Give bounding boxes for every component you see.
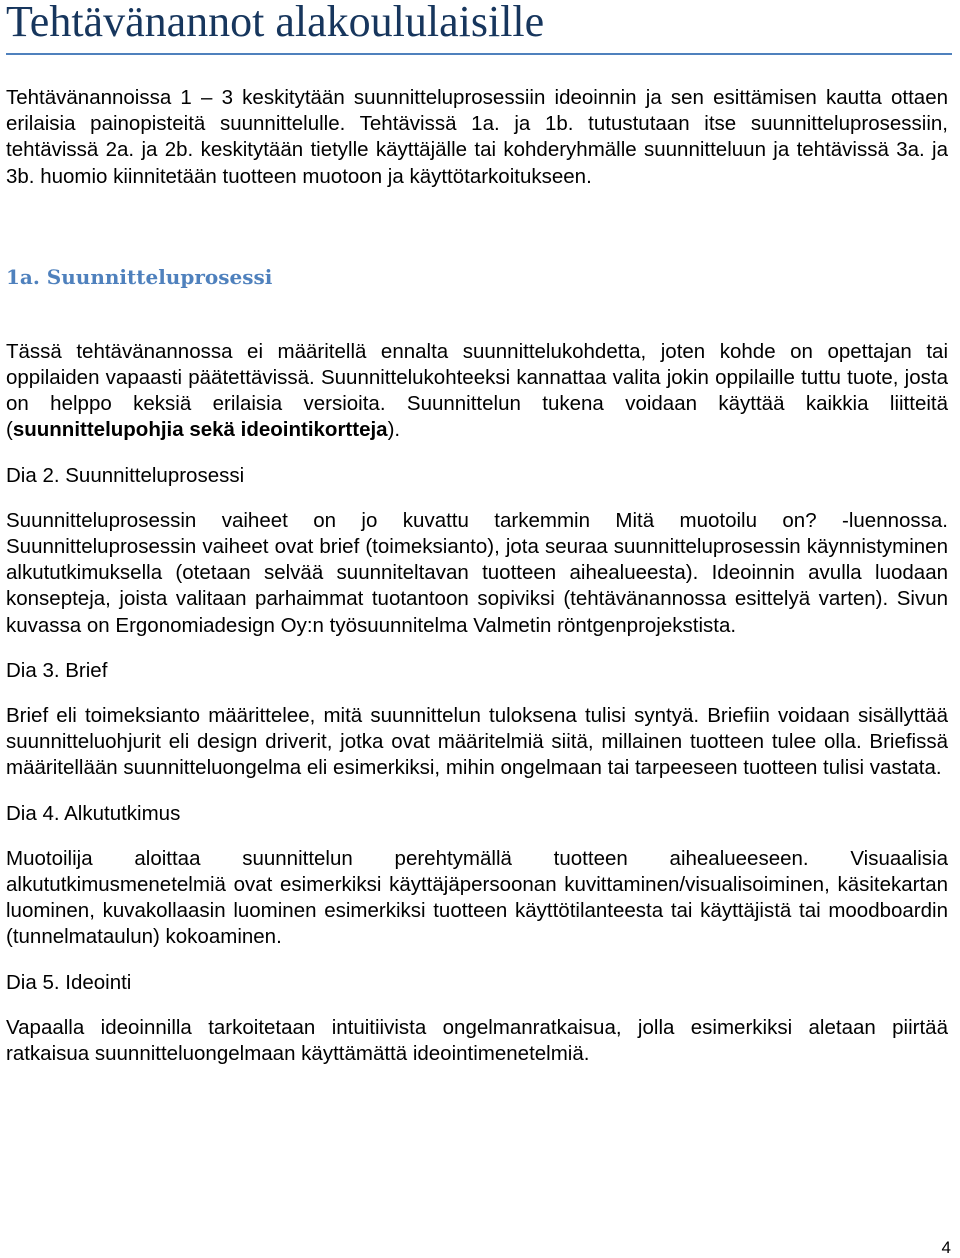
slide-label-2: Dia 2. Suunnitteluprosessi (6, 463, 245, 487)
section-heading: 1a. Suunnitteluprosessi (6, 264, 273, 289)
section-intro-paragraph (6, 339, 948, 444)
slide-label-5: Dia 5. Ideointi (6, 970, 132, 994)
section-intro-end: ). (387, 418, 401, 442)
page-number: 4 (941, 1238, 951, 1257)
slide-label-3: Dia 3. Brief (6, 658, 108, 682)
slide-text-3: Brief eli toimeksianto määrittelee, mitä suunnittelun tuloksena tulisi syntyä. Briefiin voidaan sisällyttää suunnitteluohjurit eli design driverit, jotka ovat määritelmiä siitä, millainen tuotteen tulee olla. Briefissä määritellään suunnitteluongelma eli esimerkiksi, mihin ongelmaan tai tarpeeseen tuotteen tulisi vastata. (6, 704, 948, 780)
section-intro-bold: suunnittelupohjia sekä ideointikortteja (12, 418, 388, 442)
slide-text-4: Muotoilija aloittaa suunnittelun perehtymällä tuotteen aihealueeseen. Visuaalisia alkututkimusmenetelmiä ovat esimerkiksi käyttäjäpersoonan kuvittaminen/visualisoiminen, käsitekartan luominen, kuvakollaasin luominen esimerkiksi tuotteen käyttötilanteesta tai käyttäjistä tai moodboardin (tunnelmataulun) kokoaminen. (6, 846, 948, 949)
intro-paragraph: Tehtävänannoissa 1 – 3 keskitytään suunnitteluprosessiin ideoinnin ja sen esittämisen kautta ottaen erilaisia painopisteitä suunnittelulle. Tehtävissä 1a. ja 1b. tutustutaan itse suunnitteluprosessiin, tehtävissä 2a. ja 2b. keskitytään tietylle käyttäjälle tai kohderyhmälle suunnitteluun ja tehtävissä 3a. ja 3b. huomio kiinnitetään tuotteen muotoon ja käyttötarkoitukseen. (6, 86, 948, 188)
page-title: Tehtävänannot alakoululaisille (6, 0, 545, 46)
document-body (6, 85, 948, 1086)
slide-text-2: Suunnitteluprosessin vaiheet on jo kuvattu tarkemmin Mitä muotoilu on? -luennossa. Suunnitteluprosessin vaiheet ovat brief (toimeksianto), jota seuraa suunnitteluprosessin käynnistyminen alkututkimuksella (otetaan selvää suunniteltavan tuotteen aihealueesta). Ideoinnin avulla luodaan konsepteja, joista valitaan parhaimmat tuotantoon sopiviksi (tehtävänannossa esittelyä varten). Sivun kuvassa on Ergonomiadesign Oy:n työsuunnitelma Valmetin röntgenprojekstista. (6, 508, 948, 637)
title-divider (6, 53, 952, 55)
slide-label-4: Dia 4. Alkututkimus (6, 801, 181, 825)
section-intro-text: Tässä tehtävänannossa ei määritellä ennalta suunnittelukohdetta, joten kohde on opettajan tai oppilaiden vapaasti päätettävissä. Suunnittelukohteeksi kannattaa valita jokin oppilaille tuttu tuote, josta on helppo keksiä erilaisia versioita. Suunnittelun tukena voidaan käyttää kaikkia liitteitä ( (6, 339, 948, 442)
slide-text-5: Vapaalla ideoinnilla tarkoitetaan intuitiivista ongelmanratkaisua, jolla esimerkiksi aletaan piirtää ratkaisua suunnitteluongelmaan käyttämättä ideointimenetelmiä. (6, 1015, 948, 1066)
